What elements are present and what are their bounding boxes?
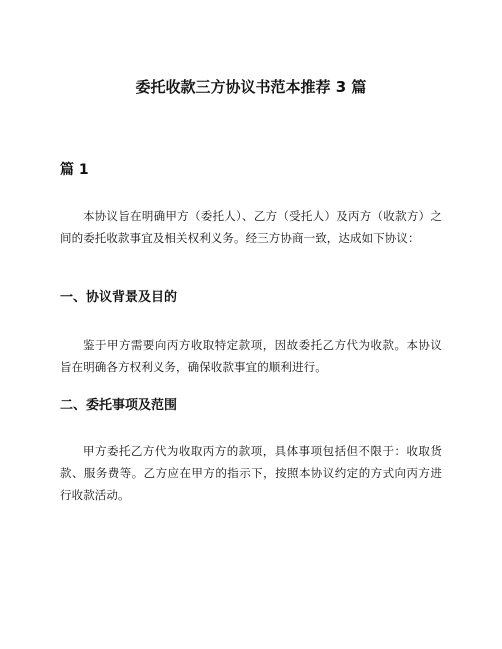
section-paragraph-background: 鉴于甲方需要向丙方收取特定款项，因故委托乙方代为收款。本协议旨在明确各方权利义务，确保收款事宜的顺利进行。: [60, 338, 442, 374]
part-heading: 篇 1: [60, 162, 89, 178]
section-paragraph-scope: 甲方委托乙方代为收取丙方的款项，具体事项包括但不限于：收取货款、服务费等。乙方应在甲方的指示下，按照本协议约定的方式向丙方进行收款活动。: [60, 444, 442, 502]
section-heading-scope: 二、委托事项及范围: [60, 398, 178, 413]
document-title: 委托收款三方协议书范本推荐 3 篇: [135, 78, 367, 96]
section-heading-background: 一、协议背景及目的: [60, 290, 178, 305]
intro-paragraph: 本协议旨在明确甲方（委托人）、乙方（受托人）及丙方（收款方）之间的委托收款事宜及相关权利义务。经三方协商一致，达成如下协议：: [60, 209, 442, 245]
